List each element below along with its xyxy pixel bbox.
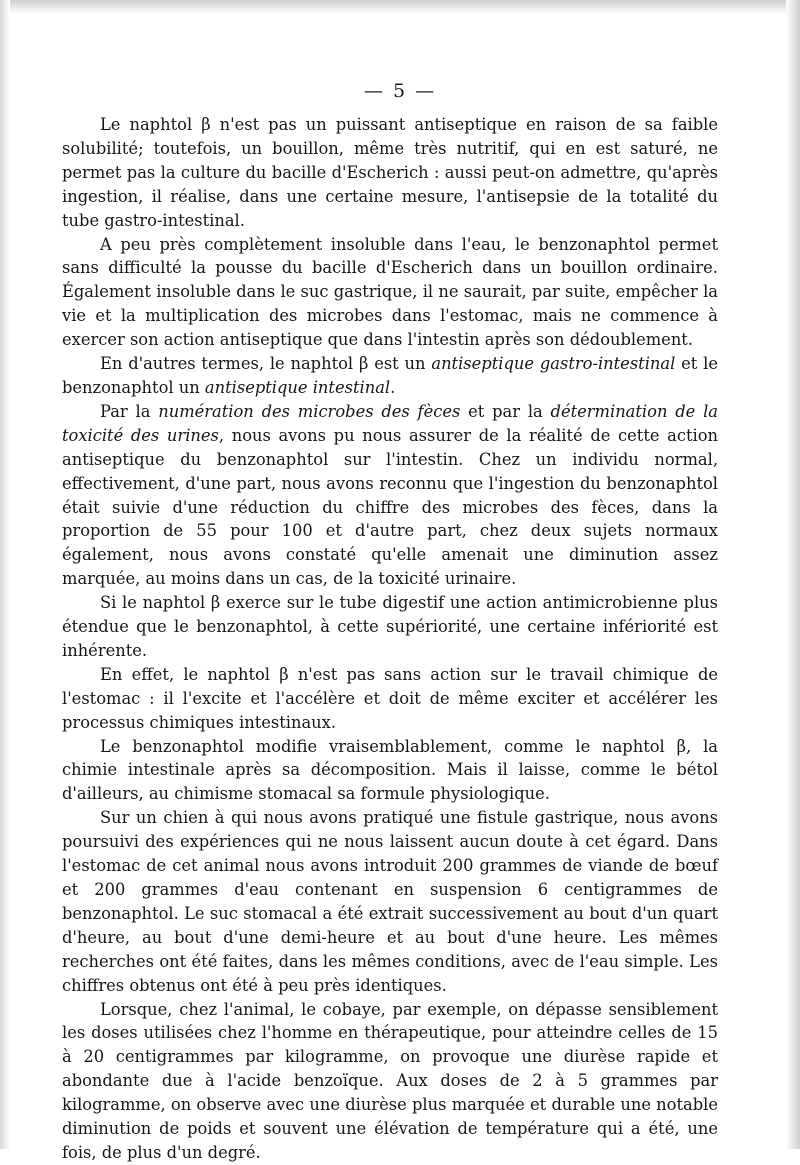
paragraph: Lorsque, chez l'animal, le cobaye, par exemple, on dépasse sensiblement les doses utilisées chez l'homme en thérapeutique, pour atteindre celles de 15 à 20 centigrammes par kilogramme, on provoque une diurèse rapide et abondante due à l'acide benzoïque. Aux doses de 2 à 5 grammes par kilogramme, on observe avec une diurèse plus marquée et durable une notable diminution de poids et souvent une élévation de température qui a été, une fois, de plus d'un degré. [62,999,718,1162]
page-number: — 5 — [363,80,437,102]
paragraph: Le naphtol β n'est pas un puissant antiseptique en raison de sa faible solubilité; toutefois, un bouillon, même très nutritif, qui en est saturé, ne permet pas la culture du bacille d'Escherich : aussi peut-on admettre, qu'après ingestion, il réalise, dans une certaine mesure, l'antisepsie de la totalité du tube gastro-intestinal. [62,115,718,230]
paragraph: Si le naphtol β exerce sur le tube digestif une action antimicrobienne plus étendue que le benzonaphtol, à cette supériorité, une certaine infériorité est inhérente. [62,593,718,660]
italic-term: antiseptique gastro-intestinal [431,354,676,374]
paragraph-text: En d'autres termes, le naphtol β est un [100,354,432,374]
paragraph-text: et le benzonaphtol un [62,354,718,397]
paragraph: En effet, le naphtol β n'est pas sans action sur le travail chimique de l'estomac : il l'excite et l'accélère et doit de même exciter et accélérer les processus chimiques intestinaux. [62,664,718,732]
paragraph [62,352,718,400]
paragraph: Le benzonaphtol modifie vraisemblablement, comme le naphtol β, la chimie intestinale après sa décomposition. Mais il laisse, comme le bétol d'ailleurs, au chimisme stomacal sa formule physiologique. [62,736,718,804]
paragraph: Sur un chien à qui nous avons pratiqué une fistule gastrique, nous avons poursuivi des expériences qui ne nous laissent aucun doute à cet égard. Dans l'estomac de cet animal nous avons introduit 200 grammes de viande de bœuf et 200 grammes d'eau contenant en suspension 6 centigrammes de benzonaphtol. Le suc stomacal a été extrait successivement au bout d'un quart d'heure, au bout d'une demi-heure et au bout d'une heure. Les mêmes recherches ont été faites, dans les mêmes conditions, avec de l'eau simple. Les chiffres obtenus ont été à peu près identiques. [62,808,718,995]
paragraph [62,400,718,591]
italic-term: numération des microbes des fèces [158,401,461,421]
italic-term: détermination de la toxicité des urines [62,401,718,445]
paragraph-text: . [390,377,396,397]
italic-term: antiseptique intestinal [204,377,391,397]
paragraph-text: Par la [100,401,159,421]
paragraph: A peu près complètement insoluble dans l'eau, le benzonaphtol permet sans difficulté la pousse du bacille d'Escherich dans un bouillon ordinaire. Également insoluble dans le suc gastrique, il ne saurait, par suite, empêcher la vie et la multiplication des microbes dans l'estomac, mais ne commence à exercer son action antiseptique que dans l'intestin après son dédoublement. [62,234,718,350]
body-text [62,113,718,1165]
paragraph-text: et par la [460,401,551,421]
paragraph-text: , nous avons pu nous assurer de la réalité de cette action antiseptique du benzonaphtol sur l'intestin. Chez un individu normal, effectivement, d'une part, nous avons reconnu que l'ingestion du benzonaphtol était suivie d'une réduction du chiffre des microbes des fèces, dans la proportion de 55 pour 100 et d'autre part, chez deux sujets normaux également, nous avons constaté qu'elle amenait une diminution assez marquée, au moins dans un cas, de la toxicité urinaire. [62,425,718,589]
